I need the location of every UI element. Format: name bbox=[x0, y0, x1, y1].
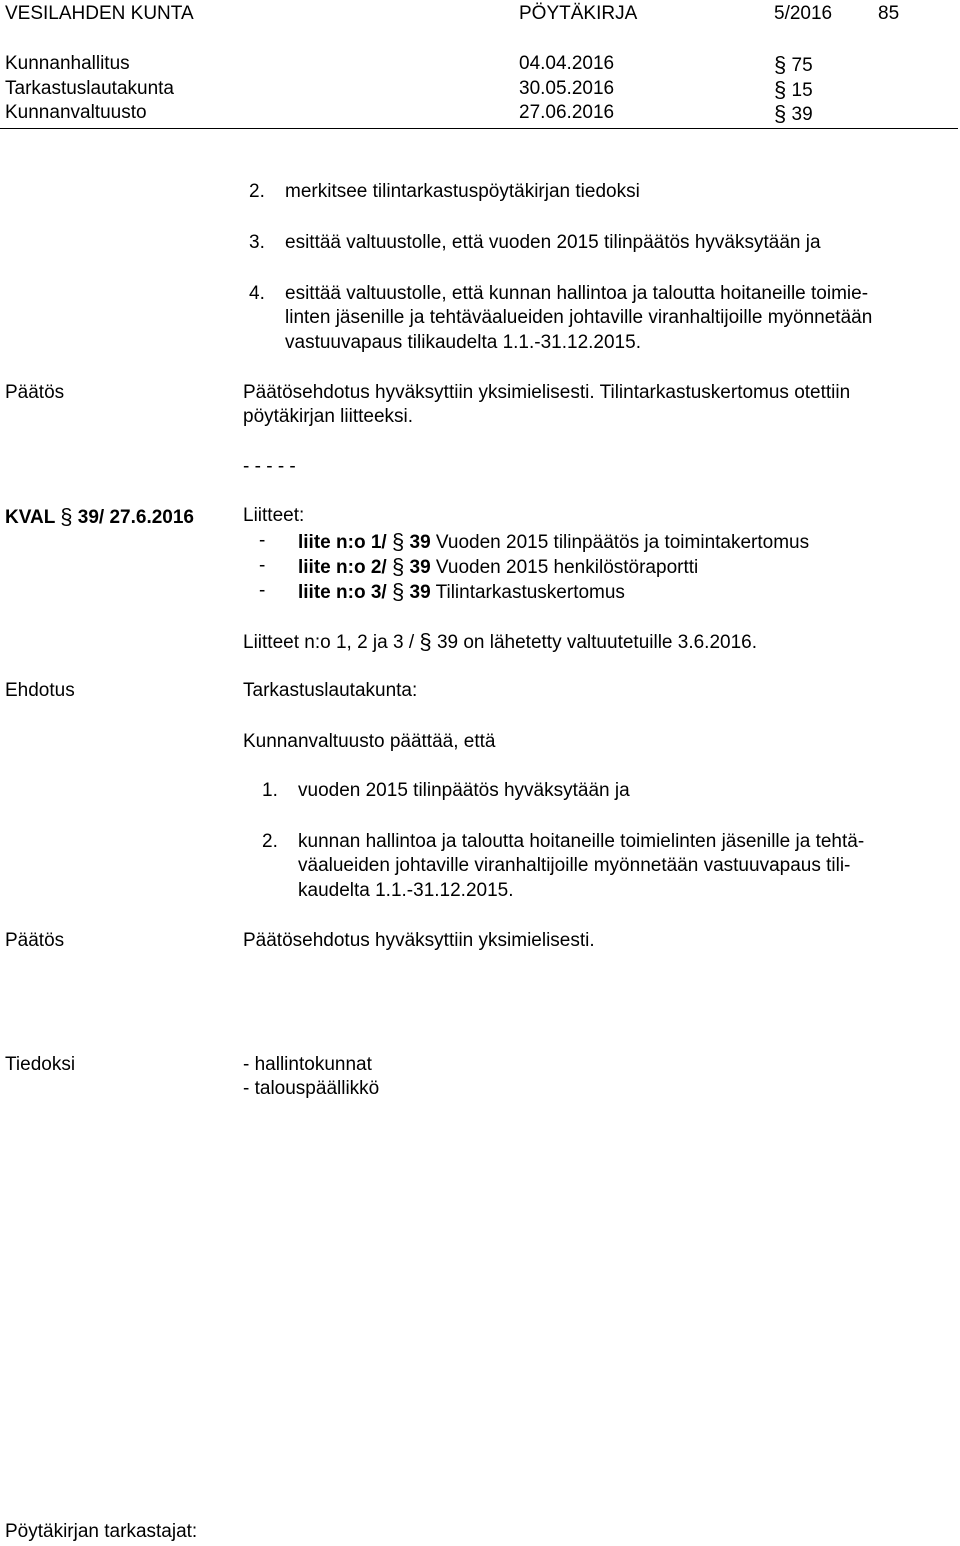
proposal-item-text: väalueiden johtaville viranhaltijoille myönnetään vastuuvapaus tili- bbox=[298, 855, 851, 876]
list-item-text: linten jäsenille ja tehtäväalueiden johtaville viranhaltijoille myönnetään bbox=[285, 307, 873, 328]
list-item-text: vastuuvapaus tilikaudelta 1.1.-31.12.2015. bbox=[285, 332, 641, 353]
section-sign-icon: § bbox=[774, 101, 787, 126]
attachment-dash: - bbox=[259, 580, 266, 601]
issue-number: 5/2016 bbox=[774, 3, 833, 24]
proposal-item-number: 2. bbox=[262, 831, 278, 852]
notice-label: Tiedoksi bbox=[5, 1054, 76, 1075]
proposal-item-number: 1. bbox=[262, 780, 278, 801]
notice-recipient: - hallintokunnat bbox=[243, 1054, 372, 1075]
section-sign-icon: § bbox=[419, 629, 432, 654]
meeting-body: Kunnanhallitus bbox=[5, 53, 130, 74]
section-sign-icon: § bbox=[774, 52, 787, 77]
meeting-body: Tarkastuslautakunta bbox=[5, 78, 174, 99]
attachment-item: liite n:o 3/ § 39 Tilintarkastuskertomus bbox=[298, 579, 625, 604]
section-sign-icon: § bbox=[774, 77, 787, 102]
decision-text: Päätösehdotus hyväksyttiin yksimielisesti. Tilintarkastuskertomus otettiin bbox=[243, 382, 851, 403]
proposal-from: Tarkastuslautakunta: bbox=[243, 680, 418, 701]
attachment-item: liite n:o 1/ § 39 Vuoden 2015 tilinpäätös ja toimintakertomus bbox=[298, 529, 810, 554]
proposal-item-text: kaudelta 1.1.-31.12.2015. bbox=[298, 880, 514, 901]
list-item-text: merkitsee tilintarkastuspöytäkirjan tiedoksi bbox=[285, 181, 640, 202]
proposal-item-text: vuoden 2015 tilinpäätös hyväksytään ja bbox=[298, 780, 630, 801]
meeting-section: § 75 bbox=[774, 52, 813, 77]
decision-text: pöytäkirjan liitteeksi. bbox=[243, 406, 414, 427]
meeting-section: § 39 bbox=[774, 101, 813, 126]
meeting-date: 04.04.2016 bbox=[519, 53, 615, 74]
list-item-text: esittää valtuustolle, että vuoden 2015 tilinpäätös hyväksytään ja bbox=[285, 232, 821, 253]
attachment-item: liite n:o 2/ § 39 Vuoden 2015 henkilöstöraportti bbox=[298, 554, 699, 579]
kval-label: KVAL § 39/ 27.6.2016 bbox=[5, 504, 194, 529]
decision-text: Päätösehdotus hyväksyttiin yksimielisesti. bbox=[243, 930, 595, 951]
municipality-name: VESILAHDEN KUNTA bbox=[5, 3, 194, 24]
separator: - - - - - bbox=[243, 456, 296, 477]
list-item-number: 4. bbox=[249, 283, 265, 304]
meeting-body: Kunnanvaltuusto bbox=[5, 102, 147, 123]
section-sign-icon: § bbox=[60, 504, 73, 529]
section-sign-icon: § bbox=[391, 579, 405, 604]
page-number: 85 bbox=[878, 3, 900, 24]
proposal-item-text: kunnan hallintoa ja taloutta hoitaneille toimielinten jäsenille ja tehtä- bbox=[298, 831, 865, 852]
proposal-intro: Kunnanvaltuusto päättää, että bbox=[243, 731, 496, 752]
proposal-label: Ehdotus bbox=[5, 680, 75, 701]
notice-recipient: - talouspäällikkö bbox=[243, 1078, 380, 1099]
meeting-date: 27.06.2016 bbox=[519, 102, 615, 123]
attachments-sent-note: Liitteet n:o 1, 2 ja 3 / § 39 on lähetetty valtuutetuille 3.6.2016. bbox=[243, 629, 758, 654]
list-item-number: 2. bbox=[249, 181, 265, 202]
attachment-dash: - bbox=[259, 530, 266, 551]
decision-label: Päätös bbox=[5, 382, 65, 403]
list-item-number: 3. bbox=[249, 232, 265, 253]
minutes-checkers-label: Pöytäkirjan tarkastajat: bbox=[5, 1521, 198, 1542]
decision-label: Päätös bbox=[5, 930, 65, 951]
attachments-title: Liitteet: bbox=[243, 505, 305, 526]
attachment-dash: - bbox=[259, 555, 266, 576]
meeting-date: 30.05.2016 bbox=[519, 78, 615, 99]
document-type: PÖYTÄKIRJA bbox=[519, 3, 638, 24]
section-sign-icon: § bbox=[391, 529, 405, 554]
header-divider bbox=[0, 128, 958, 129]
list-item-text: esittää valtuustolle, että kunnan hallintoa ja taloutta hoitaneille toimie- bbox=[285, 283, 869, 304]
meeting-section: § 15 bbox=[774, 77, 813, 102]
section-sign-icon: § bbox=[391, 554, 405, 579]
